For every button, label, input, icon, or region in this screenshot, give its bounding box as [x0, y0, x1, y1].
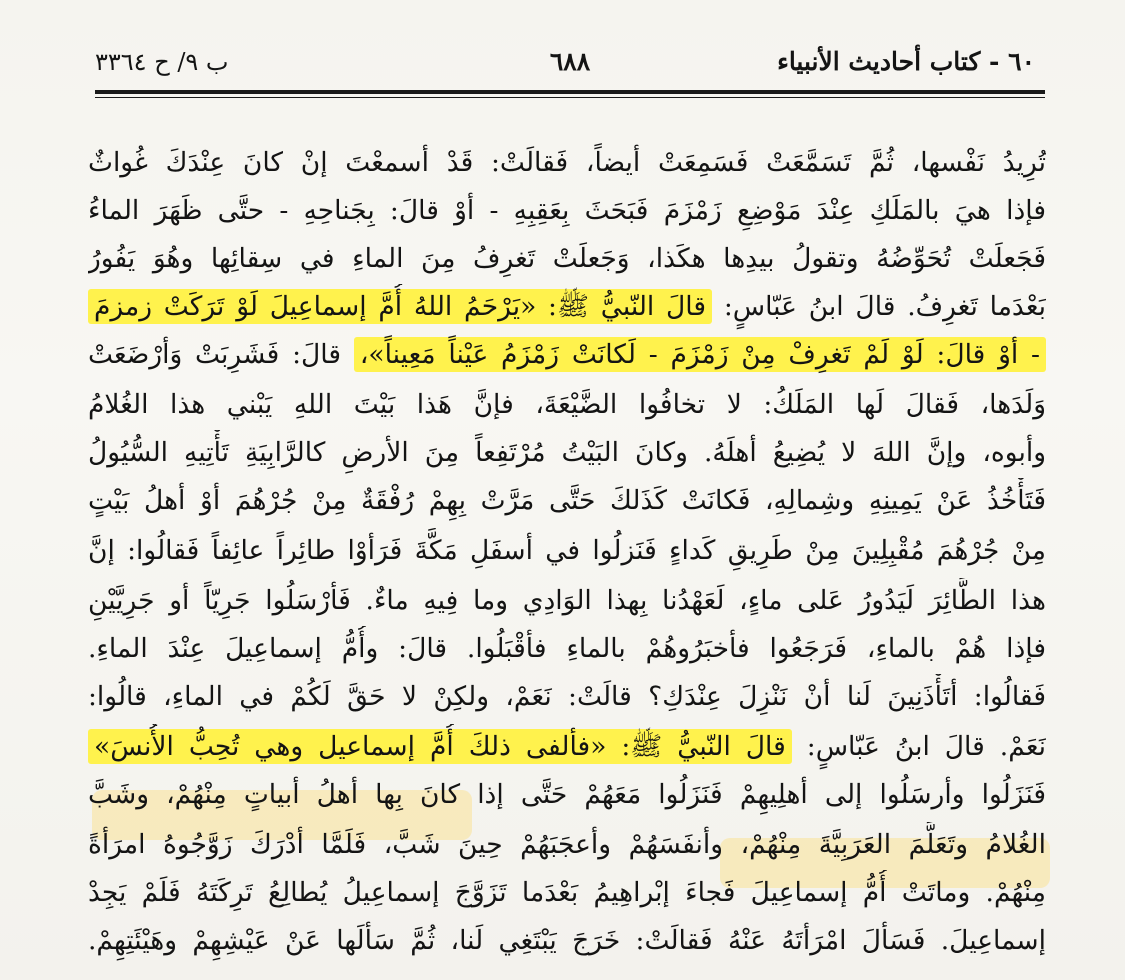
- text-line: [88, 382, 1046, 428]
- text-line: [88, 674, 1046, 720]
- text-line: [88, 430, 1046, 476]
- text-segment: فَقالُوا: أتَأْذَنِينَ لَنا أنْ نَنْزِلَ عِنْدَكِ؟ قالَتْ: نَعَمْ، ولكِنْ لا حَقَّ لَكُمْ في الماءِ، قالُوا:: [88, 681, 1046, 712]
- header-page-number: ٦٨٨: [549, 47, 591, 76]
- header-rule-thin: [95, 97, 1045, 98]
- text-line: [88, 772, 1046, 818]
- highlighted-text: قالَ النّبيُّ ﷺ: «يَرْحَمُ اللهُ أُمَّ إسماعِيلَ لَوْ تَرَكَتْ زمزمَ: [88, 289, 712, 324]
- text-line: [88, 236, 1046, 282]
- text-line: [88, 528, 1046, 574]
- text-segment: الغُلامُ وتَعَلَّمَ العَرَبِيَّةَ مِنْهُمْ، وأنفَسَهُمْ وأعجَبَهُمْ حِينَ شَبَّ، فَلَمَّا أدْرَكَ زَوَّجُوهُ امرَأةً: [88, 829, 1046, 860]
- text-segment: فَجَعلَتْ تُحَوِّضُهُ وتقولُ بيدِها هكَذا، وَجَعلَتْ تَغرِفُ مِنَ الماءِ في سِقائِها وهُوَ يَفُورُ: [88, 243, 1046, 274]
- page-header: [95, 38, 1045, 88]
- text-line: [88, 724, 1046, 770]
- highlighted-text: قالَ النّبيُّ ﷺ: «فألفى ذلكَ أُمَّ إسماعيل وهي تُحِبُّ الأُنسَ»: [88, 729, 792, 764]
- text-line: [88, 332, 1046, 378]
- text-line: [88, 822, 1046, 868]
- text-segment: وَلَدَها، فَقالَ لَها المَلَكُ: لا تخافُوا الضَّيْعَةَ، فإنَّ هَذا بَيْتَ اللهِ يَبْني هذا الغُلامُ: [88, 389, 1046, 420]
- text-segment: قالَ: فَشَرِبَتْ وَأرْضَعَتْ: [88, 339, 342, 370]
- header-reference: ب ٩/ ح ٣٣٦٤: [95, 48, 229, 76]
- text-segment: مِنْ جُرْهُمَ مُقْبِلِينَ مِنْ طَرِيقِ كَداءٍ فَنَزلُوا في أسفَلِ مَكَّةَ فَرَأوْا طائِراً عائِفاً فَقالُوا: إنَّ: [88, 535, 1046, 566]
- highlighted-text: - أوْ قالَ: لَوْ لَمْ تَغرِفْ مِنْ زَمْزَمَ - لَكانَتْ زَمْزَمُ عَيْناً مَعِيناً»،: [354, 337, 1046, 372]
- text-line: [88, 284, 1046, 330]
- text-segment: وأبوه، وإنَّ اللهَ لا يُضِيعُ أهلَهُ. وكانَ البَيْتُ مُرْتَفِعاً مِنَ الأرضِ كالرَّابِيَةِ تَأْتِيهِ السُّيُولُ: [88, 437, 1046, 468]
- text-segment: فإذا هُمْ بالماءِ، فَرَجَعُوا فأخبَرُوهُمْ بالماءِ فأقْبَلُوا. قالَ: وأُمُّ إسماعِيلَ عِنْدَ الماءِ.: [88, 633, 1046, 664]
- text-line: [88, 918, 1046, 964]
- text-line: [88, 140, 1046, 186]
- text-line: [88, 626, 1046, 672]
- text-segment: بَعْدَما تَغرِفُ. قالَ ابنُ عَبّاسٍ:: [723, 291, 1046, 322]
- text-line: [88, 870, 1046, 916]
- text-segment: إسماعِيلَ. فَسَألَ امْرَأتَهُ عَنْهُ فَقالَتْ: خَرَجَ يَبْتَغِي لَنا، ثُمَّ سَألَها عَنْ عَيْشِهِمْ وهَيْئَتِهِمْ.: [88, 925, 1046, 956]
- text-segment: فَتَأْخُذُ عَنْ يَمِينِهِ وشِمالِهِ، فَكانَتْ كَذَلكَ حَتَّى مَرَّتْ بِهِمْ رُفْقَةٌ مِنْ جُرْهُمَ أوْ أهلُ بَيْتٍ: [88, 485, 1046, 516]
- text-segment: مِنْهُمْ. وماتَتْ أُمُّ إسماعِيلَ فَجاءَ إبْراهِيمُ بَعْدَما تَزَوَّجَ إسماعِيلُ يُطالِعُ تَرِكَتَهُ فَلَمْ يَجِدْ: [88, 877, 1046, 908]
- text-segment: هذا الطَّائِرَ لَيَدُورُ عَلى ماءٍ، لَعَهْدُنا بِهذا الوَادِي وما فِيهِ ماءٌ. فَأرْسَلُوا جَرِيّاً أو جَرِيَّيْنِ: [88, 585, 1046, 616]
- text-segment: تُرِيدُ نَفْسها، ثُمَّ تَسَمَّعَتْ فَسَمِعَتْ أيضاً، فَقالَتْ: قَدْ أسمعْتَ إنْ كانَ عِنْدَكَ غُواثٌ: [88, 147, 1046, 178]
- text-segment: نَعَمْ. قالَ ابنُ عَبّاسٍ:: [806, 731, 1046, 762]
- text-line: [88, 478, 1046, 524]
- text-line: [88, 188, 1046, 234]
- text-segment: فإذا هيَ بالمَلَكِ عِنْدَ مَوْضِعِ زَمْزَمَ فَبَحَثَ بِعَقِبِهِ - أوْ قالَ: بِجَناحِهِ - حتَّى ظَهَرَ الماءُ: [88, 195, 1046, 226]
- text-line: [88, 578, 1046, 624]
- header-book-title: ٦٠ - كتاب أحاديث الأنبياء: [777, 47, 1035, 76]
- header-rule-thick: [95, 90, 1045, 94]
- text-segment: فَنَزَلُوا وأرسَلُوا إلى أهلِيهِمْ فَنَزَلُوا مَعَهُمْ حَتَّى إذا كانَ بِها أهلُ أبياتٍ مِنْهُمْ، وشَبَّ: [88, 779, 1046, 810]
